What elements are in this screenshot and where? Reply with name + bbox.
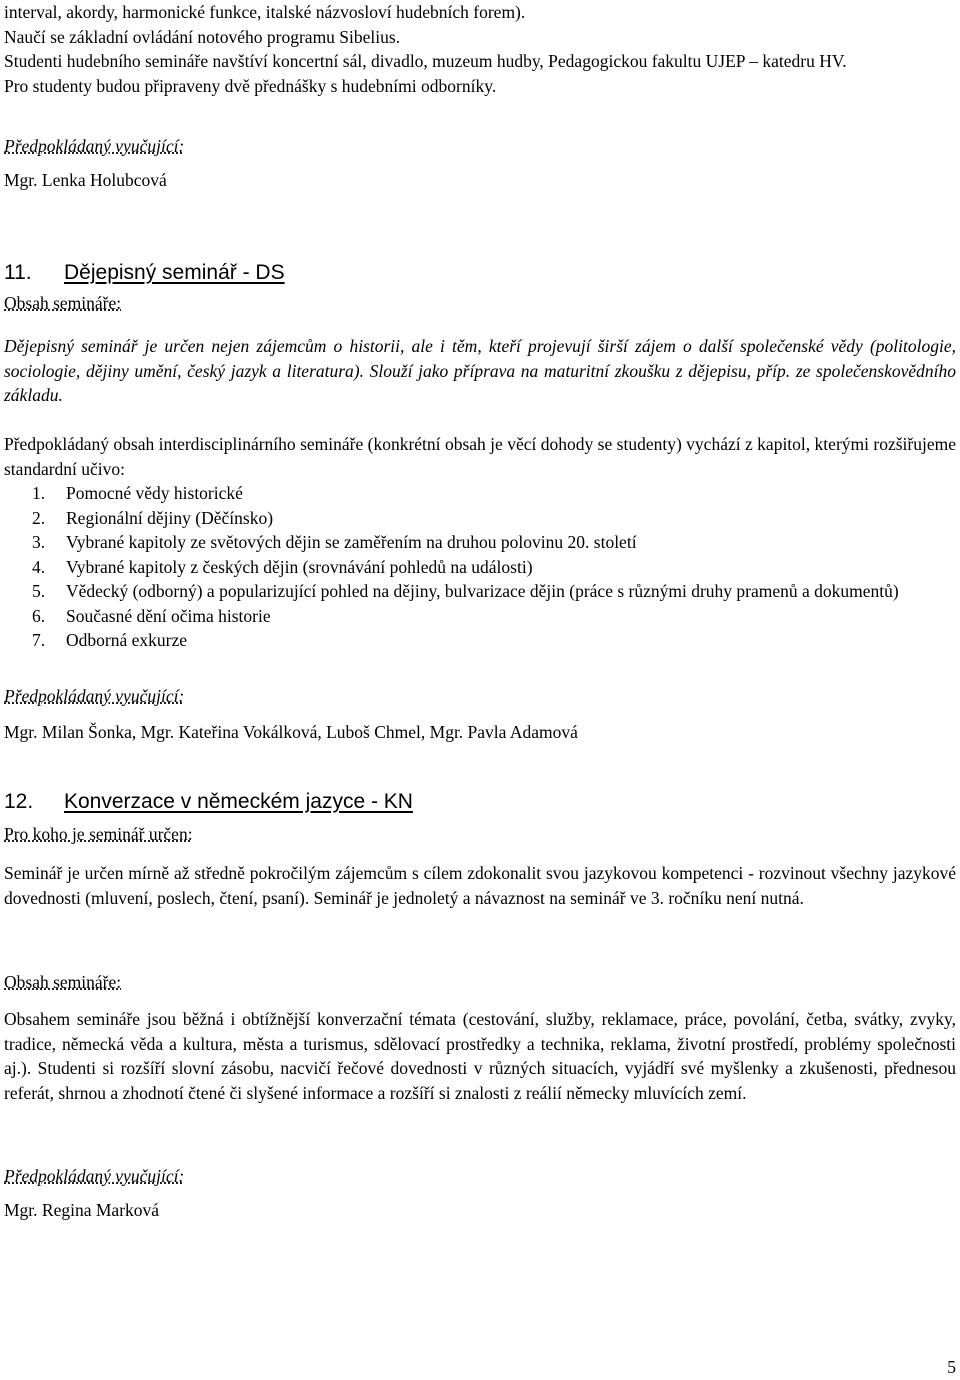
list-number: 3. bbox=[32, 532, 46, 552]
section-12-heading bbox=[4, 788, 413, 816]
section-12-audience bbox=[4, 861, 956, 910]
list-number: 2. bbox=[32, 507, 46, 528]
description-part-2: Slouží jako příprava na maturitní zkoušku z dějepisu, příp. ze společenskovědního základu. bbox=[4, 360, 957, 405]
teacher-name: Mgr. Lenka Holubcová bbox=[4, 170, 167, 190]
intro-line: Pro studenty budou připraveny dvě přednášky s hudebními odborníky. bbox=[4, 75, 497, 96]
audience-label: Pro koho je seminář určen: bbox=[4, 824, 193, 844]
teacher-label: Předpokládaný vyučující: bbox=[4, 1166, 185, 1186]
section-12-audience-label bbox=[4, 822, 956, 847]
intro-text bbox=[4, 0, 956, 98]
list-text: Vybrané kapitoly z českých dějin (srovnávání pohledů na události) bbox=[66, 556, 533, 577]
list-item bbox=[4, 628, 956, 653]
list-text: Regionální dějiny (Děčínsko) bbox=[66, 507, 274, 528]
list-number: 4. bbox=[32, 556, 46, 577]
section-11-content-label bbox=[4, 291, 956, 316]
list-item bbox=[4, 530, 956, 555]
content-paragraph: Obsahem semináře jsou běžná i obtížnější konverzační témata (cestování, služby, reklamace, práce, povolání, četba, svátky, zvyky, tradice, německá věda a kultura, města a turismus, sdělovací prostředky a technika, reklama, životní prostředí, problémy společnosti aj.). Studenti si rozšíří slovní zásobu, nacvičí řečové dovednosti v různých situacích, vyjádří své myšlenky a zkušenosti, přednesou referát, shrnou a zhodnotí čtené či slyšené informace a rozšíří si znalosti z reálií německy mluvících zemí. bbox=[4, 1009, 956, 1103]
intro-teacher-label bbox=[4, 134, 956, 159]
list-number: 1. bbox=[32, 483, 46, 503]
list-item bbox=[4, 579, 956, 604]
description-part-1: Dějepisný seminář je určen nejen zájemcům o historii, ale i těm, kteří projevují širší zájem o další společenské vědy (politologie, sociologie, dějiny umění, český jazyk a literatura). bbox=[4, 336, 956, 381]
section-title: Konverzace v německém jazyce - KN bbox=[64, 790, 413, 813]
list-text: Současné dění očima historie bbox=[66, 605, 271, 626]
section-number: 11. bbox=[4, 261, 32, 284]
page-number: 5 bbox=[947, 1357, 956, 1377]
list-text: Odborná exkurze bbox=[66, 630, 187, 650]
section-12-content bbox=[4, 1007, 956, 1105]
audience-paragraph: Seminář je určen mírně až středně pokročilým zájemcům s cílem zdokonalit svou jazykovou kompetenci - rozvinout všechny jazykové dovednosti (mluvení, poslech, čtení, psaní). Seminář je jednoletý a návaznost na seminář ve 3. ročníku není nutná. bbox=[4, 863, 956, 908]
list-item bbox=[4, 481, 956, 506]
section-12-teacher bbox=[4, 1198, 956, 1223]
section-12-teacher-label bbox=[4, 1164, 956, 1189]
list-text: Pomocné vědy historické bbox=[66, 483, 243, 503]
teacher-label: Předpokládaný vyučující: bbox=[4, 136, 185, 156]
content-label: Obsah semináře: bbox=[4, 972, 122, 992]
intro-line: Naučí se základní ovládání notového programu Sibelius. bbox=[4, 26, 401, 47]
list-number: 6. bbox=[32, 605, 46, 626]
topics-list bbox=[4, 481, 956, 653]
section-11-heading bbox=[4, 259, 285, 287]
section-11-description bbox=[4, 334, 956, 408]
list-item bbox=[4, 604, 956, 629]
list-number: 5. bbox=[32, 581, 46, 601]
content-label: Obsah semináře: bbox=[4, 293, 122, 313]
teacher-label: Předpokládaný vyučující: bbox=[4, 686, 185, 706]
section-number: 12. bbox=[4, 790, 34, 813]
list-item bbox=[4, 506, 956, 531]
list-text: Vědecký (odborný) a popularizující pohled na dějiny, bulvarizace dějin (práce s různými druhy pramenů a dokumentů) bbox=[66, 581, 899, 601]
intro-line: Studenti hudebního semináře navštíví koncertní sál, divadlo, muzeum hudby, Pedagogickou fakultu UJEP – katedru HV. bbox=[4, 51, 847, 71]
teacher-name: Mgr. Milan Šonka, Mgr. Kateřina Vokálková, Luboš Chmel, Mgr. Pavla Adamová bbox=[4, 722, 578, 742]
topics-intro: Předpokládaný obsah interdisciplinárního semináře (konkrétní obsah je věcí dohody se studenty) vychází z kapitol, kterými rozšiřujeme standardní učivo: bbox=[4, 434, 956, 479]
section-12-content-label bbox=[4, 970, 956, 995]
section-11-teacher-label bbox=[4, 684, 956, 709]
intro-line: interval, akordy, harmonické funkce, italské názvosloví hudebních forem). bbox=[4, 2, 526, 22]
section-title: Dějepisný seminář - DS bbox=[64, 261, 285, 284]
list-item bbox=[4, 555, 956, 580]
list-number: 7. bbox=[32, 630, 46, 650]
list-text: Vybrané kapitoly ze světových dějin se zaměřením na druhou polovinu 20. století bbox=[66, 532, 637, 552]
section-11-topics bbox=[4, 432, 956, 653]
teacher-name: Mgr. Regina Marková bbox=[4, 1200, 160, 1220]
description-paragraph bbox=[4, 334, 956, 408]
section-11-teacher bbox=[4, 720, 956, 745]
intro-teacher bbox=[4, 168, 956, 193]
